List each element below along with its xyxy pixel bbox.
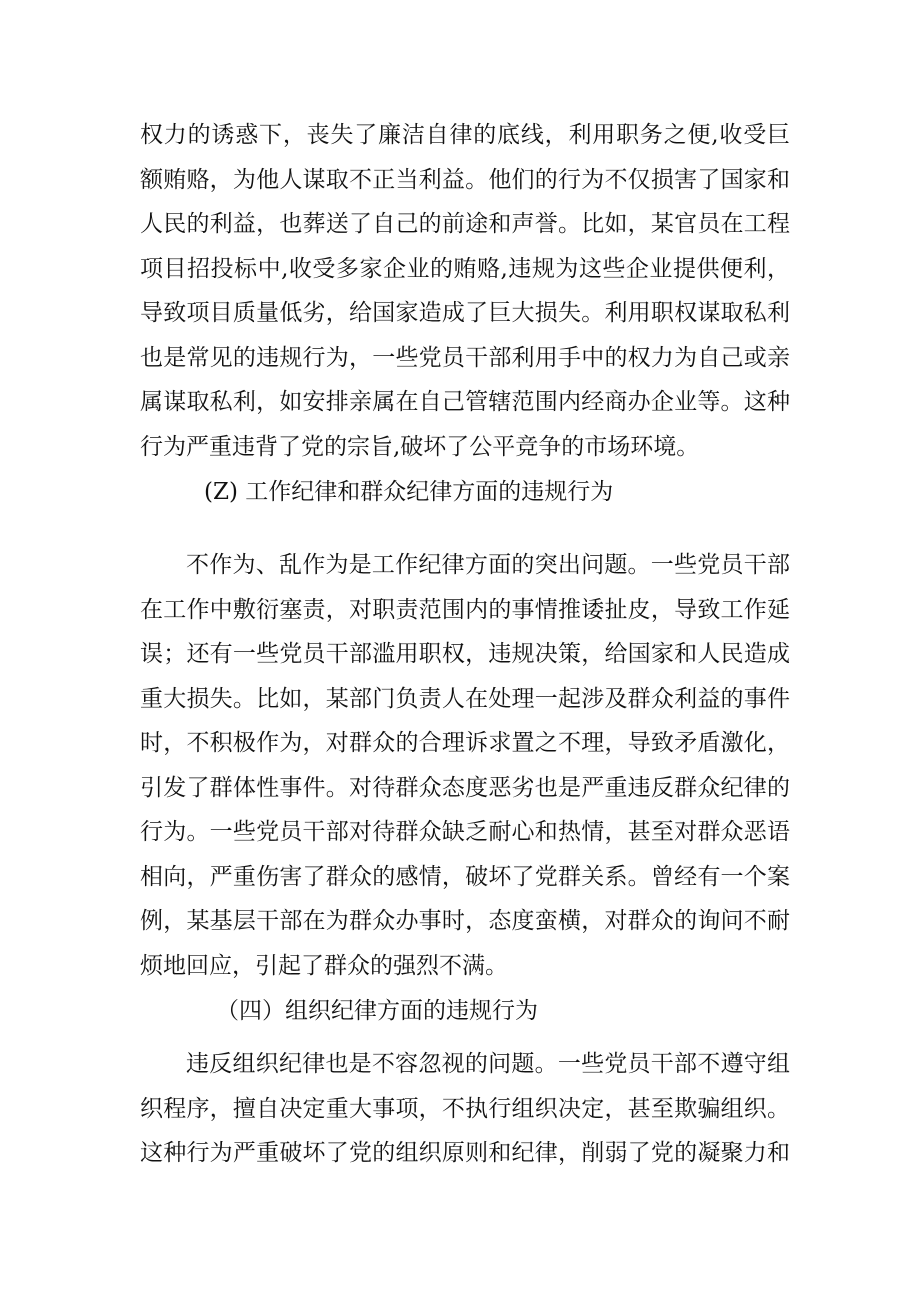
section-heading-work-discipline: (Z) 工作纪律和群众纪律方面的违规行为: [204, 479, 614, 505]
text-line: 不作为、乱作为是工作纪律方面的突出问题。一些党员干部: [186, 552, 790, 578]
text-line: 误；还有一些党员干部滥用职权，违规决策，给国家和人民造成: [140, 641, 790, 667]
paragraph-corruption: [140, 113, 790, 469]
text-line: 织程序，擅自决定重大事项，不执行组织决定，甚至欺骗组织。: [140, 1095, 790, 1122]
text-line: 行为严重违背了党的宗旨,破坏了公平竞争的市场环境。: [140, 433, 700, 460]
text-line: 在工作中敷衍塞责，对职责范围内的事情推诿扯皮，导致工作延: [140, 596, 790, 623]
text-line: 项目招投标中,收受多家企业的贿赂,违规为这些企业提供便利，: [140, 255, 790, 282]
text-line: 导致项目质量低劣，给国家造成了巨大损失。利用职权谋取私利: [140, 300, 790, 326]
text-line: 例，某基层干部在为群众办事时，态度蛮横，对群众的询问不耐: [140, 908, 790, 934]
text-line: 人民的利益，也葬送了自己的前途和声誉。比如，某官员在工程: [140, 211, 790, 237]
text-line: 时，不积极作为，对群众的合理诉求置之不理，导致矛盾激化，: [140, 730, 790, 756]
text-line: 烦地回应，引起了群众的强烈不满。: [140, 952, 508, 979]
text-line: 权力的诱惑下，丧失了廉洁自律的底线，利用职务之便,收受巨: [140, 122, 790, 148]
paragraph-work-discipline: [140, 543, 790, 988]
spacer: [140, 1034, 790, 1042]
paragraph-organizational-discipline: [140, 1042, 790, 1176]
section-heading-organizational-discipline: （四）组织纪律方面的违规行为: [216, 998, 538, 1024]
spacer: [140, 515, 790, 543]
text-line: 相向，严重伤害了群众的感情，破坏了党群关系。曾经有一个案: [140, 863, 790, 890]
text-line: 额贿赂，为他人谋取不正当利益。他们的行为不仅损害了国家和: [140, 166, 790, 193]
text-line: 重大损失。比如，某部门负责人在处理一起涉及群众利益的事件: [140, 685, 790, 712]
text-line: 也是常见的违规行为，一些党员干部利用手中的权力为自己或亲: [140, 344, 790, 371]
text-line: 违反组织纪律也是不容忽视的问题。一些党员干部不遵守组: [186, 1051, 790, 1077]
text-line: 引发了群体性事件。对待群众态度恶劣也是严重违反群众纪律的: [140, 774, 790, 801]
text-line: 属谋取私利，如安排亲属在自己管辖范围内经商办企业等。这种: [140, 389, 790, 415]
text-line: 行为。一些党员干部对待群众缺乏耐心和热情，甚至对群众恶语: [140, 819, 790, 845]
document-body: [140, 113, 790, 1176]
text-line: 这种行为严重破坏了党的组织原则和纪律，削弱了党的凝聚力和: [140, 1140, 790, 1166]
